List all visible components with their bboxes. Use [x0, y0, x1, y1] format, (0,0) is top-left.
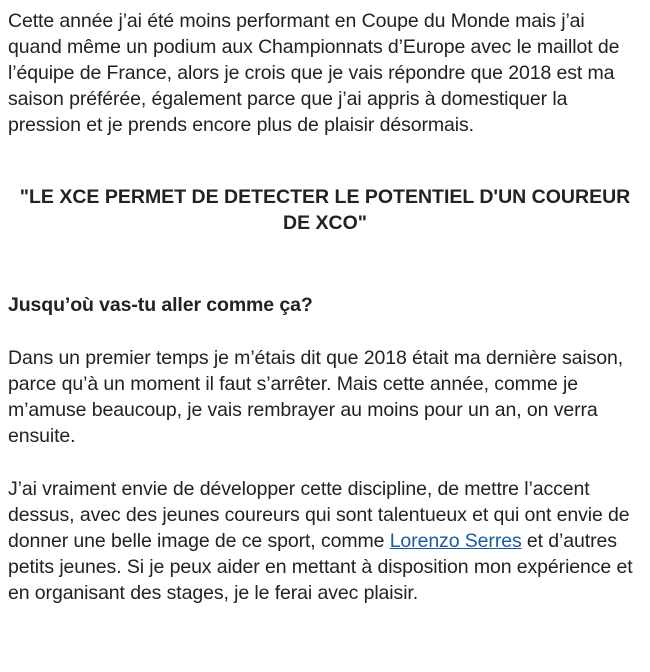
lorenzo-serres-link[interactable]: Lorenzo Serres — [389, 530, 522, 552]
paragraph-text: J’ai vraiment envie de développer cette discipline, de mettre l’accent dessus, avec des jeunes coureurs qui sont talentueux et qui ont envie de donner une belle image de ce sport, comme — [8, 478, 630, 552]
article-paragraph: Dans un premier temps je m’étais dit que 2018 était ma dernière saison, parce qu’à un moment il faut s’arrêter. Mais cette année, comme je m’amuse beaucoup, je vais rembrayer au moins pour un an, on verra ensuite. — [8, 347, 624, 447]
article-paragraph: Cette année j’ai été moins performant en Coupe du Monde mais j’ai quand même un podium aux Championnats d’Europe avec le maillot de l’équipe de France, alors je crois que je vais répondre que 2018 est ma saison préférée, également parce que j’ai appris à domestiquer la pression et je prends encore plus de plaisir désormais. — [8, 10, 620, 136]
article-paragraph — [8, 476, 642, 606]
paragraph-text: et d’autres petits jeunes. Si je peux aider en mettant à disposition mon expérience et en organisant des stages, je le ferai avec plaisir. — [8, 530, 633, 604]
interview-question: Jusqu’où vas-tu aller comme ça? — [8, 294, 313, 316]
pull-quote-heading: "LE XCE PERMET DE DETECTER LE POTENTIEL D'UN COUREUR DE XCO" — [19, 186, 631, 234]
